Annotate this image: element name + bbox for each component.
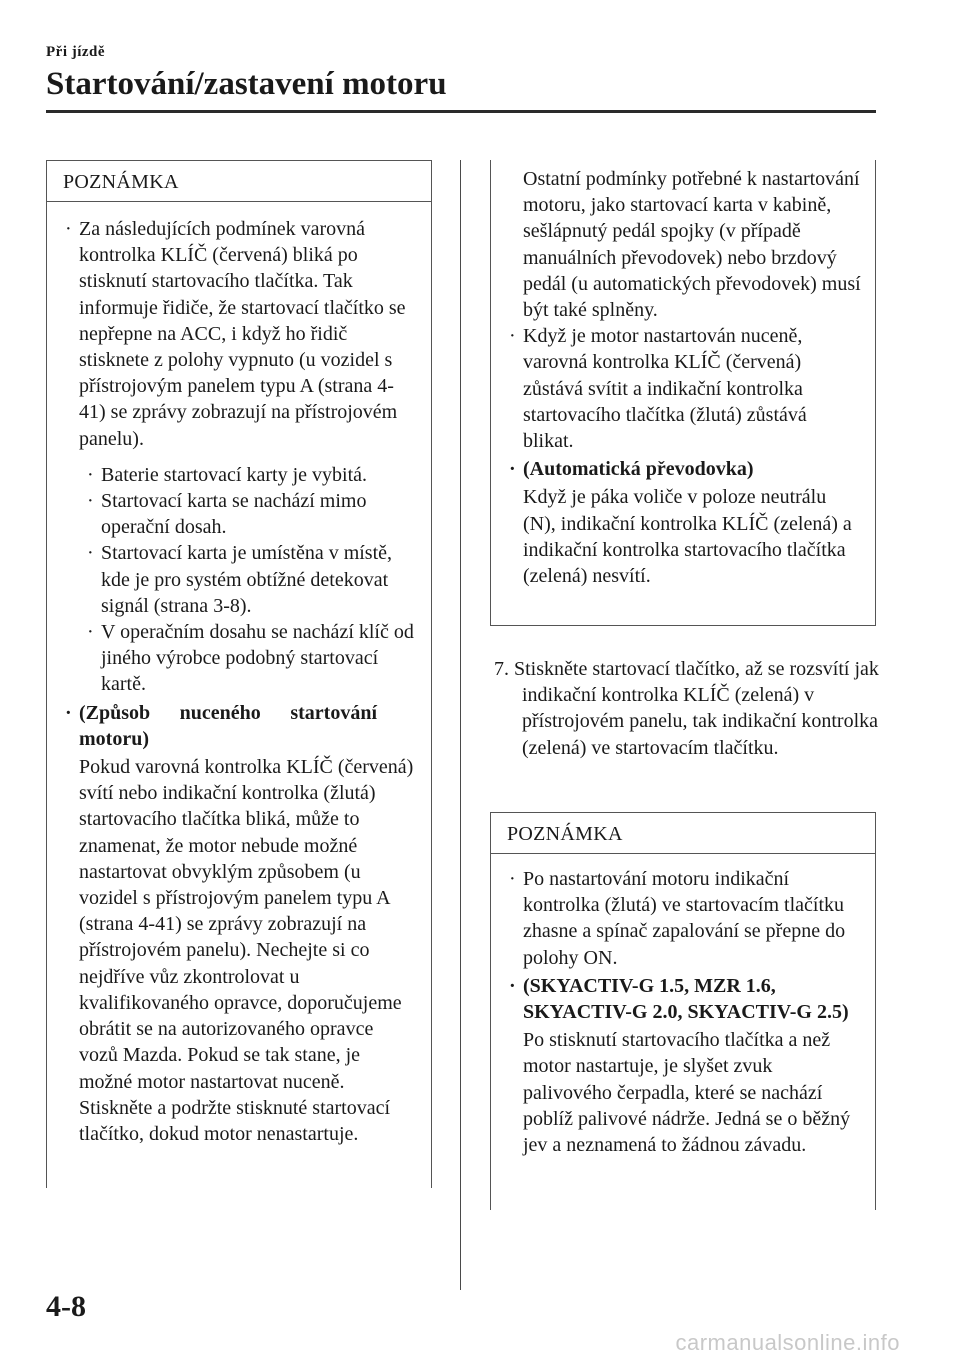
column-divider <box>460 160 461 1290</box>
note-item-text: Po nastartování motoru indikační kontrolka (žlutá) ve startovacím tlačítku zhasne a spínač zapalování se přepne do polohy ON. <box>523 868 846 969</box>
bullet-icon: · <box>87 490 94 513</box>
note-subitem <box>61 619 417 698</box>
note-item-text: Když je motor nastartován nuceně, varovná kontrolka KLÍČ (červená) zůstává svítit a indikační kontrolka startovacího tlačítka (žlutá) zůstává blikat. <box>523 325 807 453</box>
note-item-text: Když je páka voliče v poloze neutrálu (N), indikační kontrolka KLÍČ (zelená) a indikační kontrolka startovacího tlačítka (zelená) nesvítí. <box>523 486 852 588</box>
note-heading: POZNÁMKA <box>47 161 431 202</box>
note-heading: POZNÁMKA <box>491 813 875 854</box>
note-body <box>491 854 875 1168</box>
note-subitem-text: V operačním dosahu se nachází klíč od jiného výrobce podobný startovací kartě. <box>101 621 414 696</box>
note-item-text: Pokud varovná kontrolka KLÍČ (červená) svítí nebo indikační kontrolka (žlutá) startovacího tlačítka bliká, může to znamenat, že motor nebude možné nastartovat obvyklým způsobem (u vozidel s přístrojovým panelem typu A (strana 4-41) se zprávy zobrazují na přístrojovém panelu). Nechejte si co nejdříve vůz zkontrolovat u kvalifikovaného opravce, doporučujeme obrátit se na autorizovaného opravce vozů Mazda. Pokud se tak stane, je možné motor nastartovat nuceně. Stiskněte a podržte stisknuté startovací tlačítko, dokud motor nenastartuje. <box>79 756 414 1145</box>
note-continuation-text: Ostatní podmínky potřebné k nastartování motoru, jako startovací karta v kabině, sešlápnutý pedál spojky (v případě manuálních převodovek) nebo brzdový pedál (u automatických převodovek) musí být také splněny. <box>523 168 861 322</box>
bullet-icon: · <box>509 325 516 348</box>
note-item-title-text: (SKYACTIV-G 1.5, MZR 1.6, SKYACTIV-G 2.0, SKYACTIV-G 2.5) <box>523 974 849 1024</box>
note-body <box>491 160 875 599</box>
note-item-text: Za následujících podmínek varovná kontrolka KLÍČ (červená) bliká po stisknutí startovacího tlačítka. Tak informuje řidiče, že startovací tlačítko se nepřepne na ACC, i když ho řidič stisknete z polohy vypnuto (u vozidel s přístrojovým panelem typu A (strana 4-41) se zprávy zobrazují na přístrojovém panelu). <box>79 218 406 450</box>
note-item-text: Po stisknutí startovacího tlačítka a než motor nastartuje, je slyšet zvuk palivového čerpadla, které se nachází poblíž palivové nádrže. Jedná se o běžný jev a neznamená to žádnou závadu. <box>523 1029 851 1157</box>
bullet-icon: · <box>509 458 516 481</box>
bullet-icon: · <box>65 218 72 240</box>
title-rule <box>46 110 876 113</box>
note-item <box>505 323 861 454</box>
note-item-title-text: (Způsob nuceného startování motoru) <box>79 701 377 750</box>
page-title: Startování/zastavení motoru <box>46 66 447 102</box>
bullet-icon: · <box>87 463 94 486</box>
note-box-continued <box>490 160 876 626</box>
note-box-left <box>46 160 432 1188</box>
note-subitem-text: Startovací karta je umístěna v místě, kde je pro systém obtížné detekovat signál (strana 3-8). <box>101 542 393 617</box>
note-body <box>47 202 431 1157</box>
note-subitem <box>61 488 417 540</box>
watermark: carmanualsonline.info <box>675 1330 900 1355</box>
bullet-icon: · <box>509 974 516 997</box>
step-7: 7. Stiskněte startovací tlačítko, až se rozsvítí jak indikační kontrolka KLÍČ (zelená) v přístrojovém panelu, tak indikační kontrolka (zelená) ve startovacím tlačítku. <box>494 658 879 759</box>
note-subitem <box>61 462 417 488</box>
bullet-icon: · <box>87 621 94 644</box>
note-item <box>61 216 417 452</box>
bullet-icon: · <box>509 868 516 890</box>
section-label: Při jízdě <box>46 44 106 60</box>
note-subitem-text: Baterie startovací karty je vybitá. <box>101 463 368 486</box>
note-box-right <box>490 812 876 1210</box>
note-item-title <box>505 973 861 1025</box>
note-subitem <box>61 540 417 619</box>
note-item-title-text: (Automatická převodovka) <box>523 458 754 481</box>
note-subitem-text: Startovací karta se nachází mimo operační dosah. <box>101 490 367 539</box>
bullet-icon: · <box>87 542 94 565</box>
bullet-icon: · <box>65 701 72 724</box>
note-item-title <box>505 456 861 482</box>
page-number: 4-8 <box>46 1290 86 1323</box>
note-item-title <box>61 700 417 752</box>
note-item <box>505 866 861 971</box>
